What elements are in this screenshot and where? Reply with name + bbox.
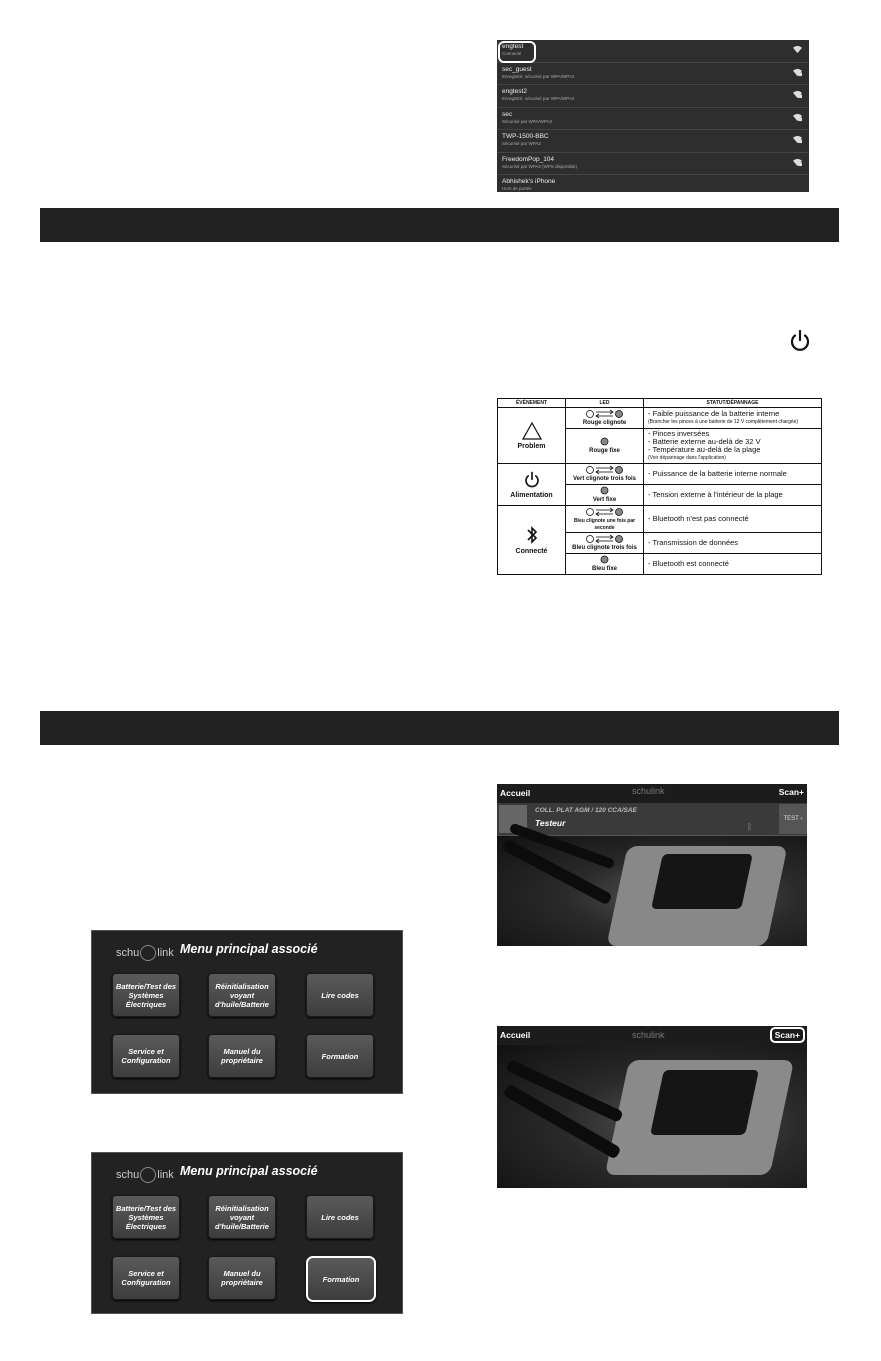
network-name: sec_guest [502,65,532,73]
tester-home-screenshot [497,784,807,946]
network-status: Hors de portée [502,186,532,191]
network-name: engtest [502,43,524,50]
led-label: Bleu clignote trois fois [572,545,637,552]
wifi-signal-icon [793,90,802,99]
led-table-row [498,408,822,429]
led-table-row [498,506,822,533]
tester-scan-screenshot [497,1026,807,1188]
menu-button-1[interactable]: Réinitialisation voyant d'huile/Batterie [208,1195,276,1239]
network-status: Sécurisé par WPA2 [502,141,541,146]
event-cell [498,506,566,575]
logo-link: link [651,1030,665,1040]
wifi-network-item[interactable] [497,40,809,63]
menu-title: Menu principal associé [180,942,318,956]
wifi-network-list [497,40,809,192]
led-solid-icon [600,441,609,448]
led-blink-icon [585,469,625,476]
status-line: - Faible puissance de la batterie interne [648,408,780,418]
led-table-row [498,464,822,485]
led-cell [566,464,644,485]
logo-link: link [157,1168,174,1181]
status-line: - Puissance de la batterie interne normale [648,469,787,479]
network-status: Enregistré, sécurisé par WPA/WPA2 [502,73,575,79]
status-line: - Pinces inversées [648,429,710,439]
header-event: ÉVÉNEMENT [498,399,566,408]
status-line: - Tension externe à l'intérieur de la plage [648,490,783,500]
network-status: Sécurisé par WPA/WPA2 [502,118,553,124]
main-menu-screenshot-formation-highlighted [91,1152,403,1314]
menu-button-3[interactable]: Service et Configuration [112,1034,180,1078]
wifi-signal-icon [793,45,802,54]
led-label: Vert fixe [592,497,617,504]
header-led: LED [566,399,644,408]
menu-button-5[interactable]: Formation [306,1034,374,1078]
status-cell [644,408,822,429]
logo-swirl-icon [140,945,156,961]
wifi-network-item[interactable] [497,175,809,192]
event-cell [498,408,566,464]
status-cell [644,506,822,533]
wifi-network-item[interactable] [497,153,809,176]
wifi-signal-icon [793,158,802,167]
led-cell [566,506,644,533]
bluetooth-icon [525,540,539,547]
schulink-logo [116,1167,174,1183]
status-note: (Brancher les pinces à une batterie de 12 V complètement chargée) [648,418,799,425]
network-status: Enregistré, sécurisé par WPA/WPA2 [502,96,575,101]
menu-button-2[interactable]: Lire codes [306,973,374,1017]
network-status: Connecté [502,51,522,56]
network-status: Sécurisé par WPA2 (WPS disponible) [502,163,577,169]
led-label: Bleu clignote une fois par seconde [573,517,636,531]
status-note: (Voir dépannage dans l'application) [648,455,726,462]
menu-button-4[interactable]: Manuel du propriétaire [208,1256,276,1300]
status-line: - Batterie externe au-delà de 32 V [648,437,761,447]
logo-schu: schu [632,786,652,796]
menu-button-0[interactable]: Batterie/Test des Systèmes Électriques [112,973,180,1017]
wifi-signal-icon [793,113,802,122]
status-line: - Température au-delà de la plage [648,445,761,455]
status-cell [644,554,822,575]
logo-link: link [157,946,174,959]
wifi-signal-icon [793,135,802,144]
status-cell [644,428,822,463]
menu-button-5[interactable]: Formation [306,1256,376,1302]
led-cell [566,485,644,506]
tester-photo [497,1045,807,1188]
power-icon [788,329,812,353]
led-label: Rouge clignote [582,419,627,426]
power-icon [523,484,541,491]
led-blink-icon [585,413,625,420]
wifi-network-item[interactable] [497,85,809,108]
home-label[interactable]: Accueil [500,788,531,798]
scan-button[interactable]: Scan+ [778,787,804,797]
logo-swirl-icon [140,1167,156,1183]
led-solid-icon [600,490,609,497]
led-blink-icon [585,538,625,545]
led-solid-icon [600,559,609,566]
menu-button-4[interactable]: Manuel du propriétaire [208,1034,276,1078]
scan-button-highlighted[interactable]: Scan+ [770,1027,805,1043]
led-cell [566,428,644,463]
menu-button-1[interactable]: Réinitialisation voyant d'huile/Batterie [208,973,276,1017]
triangle-warning-icon [522,435,542,442]
device-name: Testeur [535,818,566,828]
logo-schu: schu [116,946,140,959]
battery-info: COLL. PLAT AGM / 120 CCA/SAE [535,807,637,814]
led-label: Vert clignote trois fois [572,476,636,483]
led-label: Rouge fixe [589,448,620,455]
network-name: Abhishek's iPhone [502,178,556,185]
logo-schu: schu [116,1168,140,1181]
status-line: - Transmission de données [648,538,739,548]
status-cell [644,464,822,485]
menu-button-2[interactable]: Lire codes [306,1195,374,1239]
main-menu-screenshot [91,930,403,1094]
section-header-bar-1 [40,208,839,242]
wifi-network-item[interactable] [497,130,809,153]
logo-schu: schu [632,1030,652,1040]
network-name: engtest2 [502,88,527,95]
wifi-network-item[interactable] [497,63,809,86]
status-line: - Bluetooth est connecté [648,559,729,569]
schulink-logo [116,945,174,961]
wifi-network-item[interactable] [497,108,809,131]
wifi-signal-icon [793,68,802,77]
status-line: - Bluetooth n'est pas connecté [648,514,749,524]
section-header-bar-2 [40,711,839,745]
event-label: Alimentation [510,491,553,499]
header-status: STATUT/DÉPANNAGE [644,399,822,408]
led-label: Bleu fixe [591,566,617,573]
led-blink-icon [585,511,625,518]
event-label: Connecté [515,548,548,556]
led-cell [566,533,644,554]
test-button[interactable]: TEST › [779,804,807,834]
logo-link: link [651,786,665,796]
network-name: sec [502,110,513,118]
network-name: TWP-1500-BBC [502,133,549,140]
bluetooth-small-icon: ᛒ [747,822,753,832]
menu-button-3[interactable]: Service et Configuration [112,1256,180,1300]
network-name: FreedomPop_104 [502,155,555,163]
led-cell [566,408,644,429]
menu-title: Menu principal associé [180,1164,318,1178]
tester-photo [497,836,807,946]
led-status-table [497,398,822,575]
status-cell [644,533,822,554]
status-cell [644,485,822,506]
home-label[interactable]: Accueil [500,1030,531,1040]
selected-network-highlight [498,41,536,63]
event-label: Problem [517,442,546,450]
menu-button-0[interactable]: Batterie/Test des Systèmes Électriques [112,1195,180,1239]
event-cell [498,464,566,506]
led-cell [566,554,644,575]
